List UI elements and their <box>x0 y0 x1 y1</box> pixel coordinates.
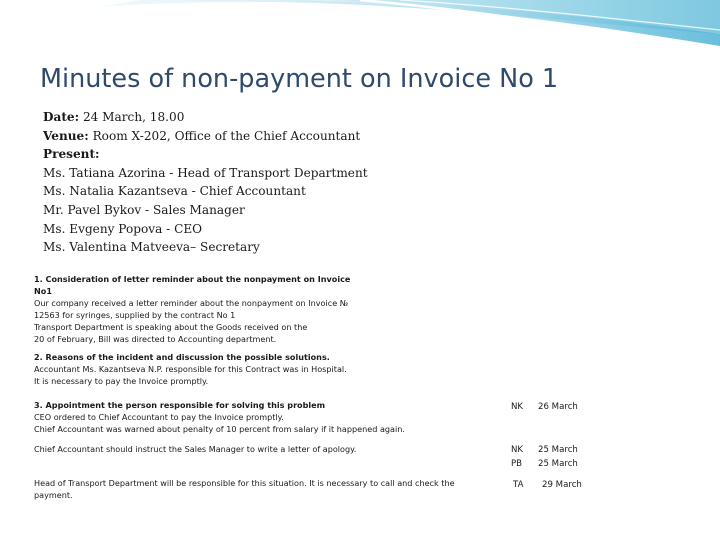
responsible-initials: NK <box>511 445 524 455</box>
section-2-line: It is necessary to pay the Invoice promptly. <box>34 375 209 386</box>
section-1-line: 20 of February, Bill was directed to Accounting department. <box>34 333 277 344</box>
date-label: Date: <box>43 110 80 124</box>
due-date: 25 March <box>538 459 578 469</box>
attendee: Ms. Evgeny Popova - CEO <box>43 221 203 236</box>
attendee: Ms. Tatiana Azorina - Head of Transport Department <box>43 165 368 180</box>
venue-label: Venue: <box>43 128 89 143</box>
section-1-line: 12563 for syringes, supplied by the contract No 1 <box>34 309 236 320</box>
section-1-line: Transport Department is speaking about the Goods received on the <box>34 321 308 332</box>
section-2 <box>34 352 347 388</box>
action-item-text: Head of Transport Department will be responsible for this situation. It is necessary to call and check the payment. <box>34 478 455 500</box>
section-3-line: Chief Accountant was warned about penalty of 10 percent from salary if it happened again. <box>34 423 405 434</box>
date-value: 24 March, 18.00 <box>82 110 185 124</box>
action-item-text: Chief Accountant should instruct the Sales Manager to write a letter of apology. <box>34 444 357 454</box>
present-row <box>43 145 368 164</box>
responsible-initials: TA <box>513 480 524 490</box>
section-1-heading-cont: No1 <box>34 285 52 296</box>
due-date: 29 March <box>542 480 582 490</box>
section-3-heading: 3. Appointment the person responsible for solving this problem <box>34 400 326 410</box>
attendee: Mr. Pavel Bykov - Sales Manager <box>43 202 245 217</box>
section-3 <box>34 400 405 436</box>
section-1-line: Our company received a letter reminder about the nonpayment on Invoice № <box>34 297 349 308</box>
header-wave-decoration <box>0 0 720 70</box>
responsible-initials: NK <box>511 402 524 412</box>
date-row <box>43 108 368 127</box>
venue-row <box>43 127 368 146</box>
page-title: Minutes of non-payment on Invoice No 1 <box>40 64 559 94</box>
present-label: Present: <box>43 147 100 162</box>
meeting-header <box>43 108 368 257</box>
section-2-line: Accountant Ms. Kazantseva N.P. responsible for this Contract was in Hospital. <box>34 363 347 374</box>
section-1 <box>34 274 350 345</box>
attendee: Ms. Natalia Kazantseva - Chief Accountant <box>43 184 306 199</box>
attendee: Ms. Valentina Matveeva– Secretary <box>43 240 260 255</box>
section-1-heading: 1. Consideration of letter reminder about the nonpayment on Invoice <box>34 274 351 284</box>
venue-value: Room X-202, Office of the Chief Accountant <box>92 128 361 143</box>
due-date: 25 March <box>538 445 578 455</box>
responsible-initials: PB <box>511 459 523 469</box>
section-2-heading: 2. Reasons of the incident and discussion the possible solutions. <box>34 352 330 362</box>
section-3-line: CEO ordered to Chief Accountant to pay the Invoice promptly. <box>34 411 284 422</box>
due-date: 26 March <box>538 402 578 412</box>
